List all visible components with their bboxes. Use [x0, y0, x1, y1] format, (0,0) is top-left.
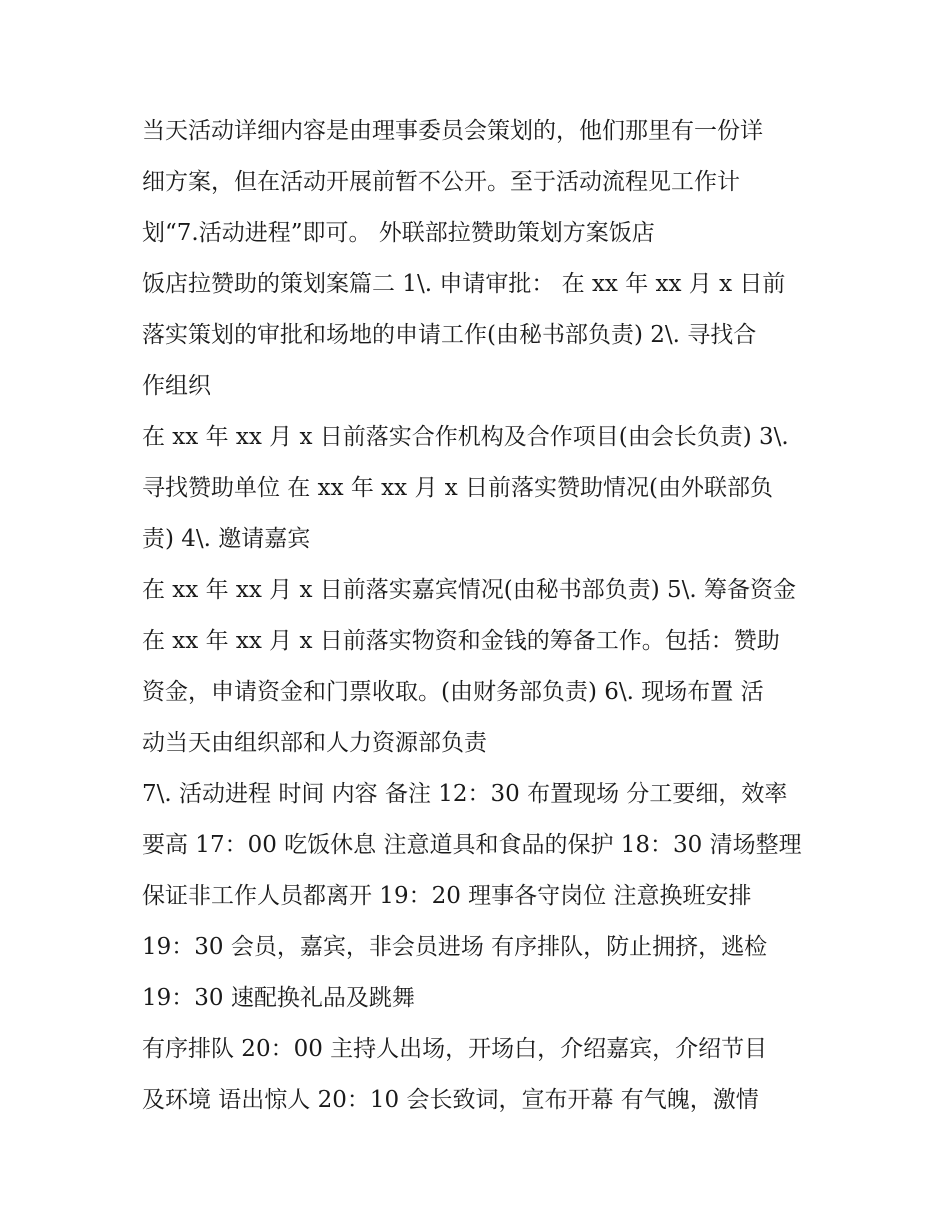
text-line: 7\. 活动进程 时间 内容 备注 12：30 布置现场 分工要细，效率	[142, 781, 788, 807]
text-line: 有序排队 20：00 主持人出场，开场白，介绍嘉宾，介绍节目	[142, 1036, 768, 1062]
text-line: 责) 4\. 邀请嘉宾	[142, 526, 311, 552]
text-line: 动当天由组织部和人力资源部负责	[142, 730, 487, 756]
text-line: 在 xx 年 xx 月 x 日前落实合作机构及合作项目(由会长负责) 3\.	[142, 424, 789, 450]
text-line: 在 xx 年 xx 月 x 日前落实嘉宾情况(由秘书部负责) 5\. 筹备资金	[142, 577, 796, 603]
text-line: 饭店拉赞助的策划案篇二 1\. 申请审批： 在 xx 年 xx 月 x 日前	[142, 271, 786, 297]
text-line: 资金，申请资金和门票收取。(由财务部负责) 6\. 现场布置 活	[142, 679, 764, 705]
text-line: 细方案，但在活动开展前暂不公开。至于活动流程见工作计	[142, 169, 740, 195]
text-line: 作组织	[142, 373, 211, 399]
text-line: 寻找赞助单位 在 xx 年 xx 月 x 日前落实赞助情况(由外联部负	[142, 475, 774, 501]
text-line: 及环境 语出惊人 20：10 会长致词，宣布开幕 有气魄，激情	[142, 1087, 759, 1113]
text-line: 19：30 会员，嘉宾，非会员进场 有序排队，防止拥挤，逃检	[142, 934, 768, 960]
text-line: 要高 17：00 吃饭休息 注意道具和食品的保护 18：30 清场整理	[142, 832, 802, 858]
text-line: 保证非工作人员都离开 19：20 理事各守岗位 注意换班安排	[142, 883, 752, 909]
text-line: 19：30 速配换礼品及跳舞	[142, 985, 415, 1011]
text-line: 在 xx 年 xx 月 x 日前落实物资和金钱的筹备工作。包括：赞助	[142, 628, 780, 654]
text-line: 落实策划的审批和场地的申请工作(由秘书部负责) 2\. 寻找合	[142, 322, 757, 348]
document-body	[142, 106, 822, 1126]
text-line: 当天活动详细内容是由理事委员会策划的，他们那里有一份详	[142, 118, 763, 144]
text-line: 划“7.活动进程”即可。 外联部拉赞助策划方案饭店	[142, 220, 655, 246]
